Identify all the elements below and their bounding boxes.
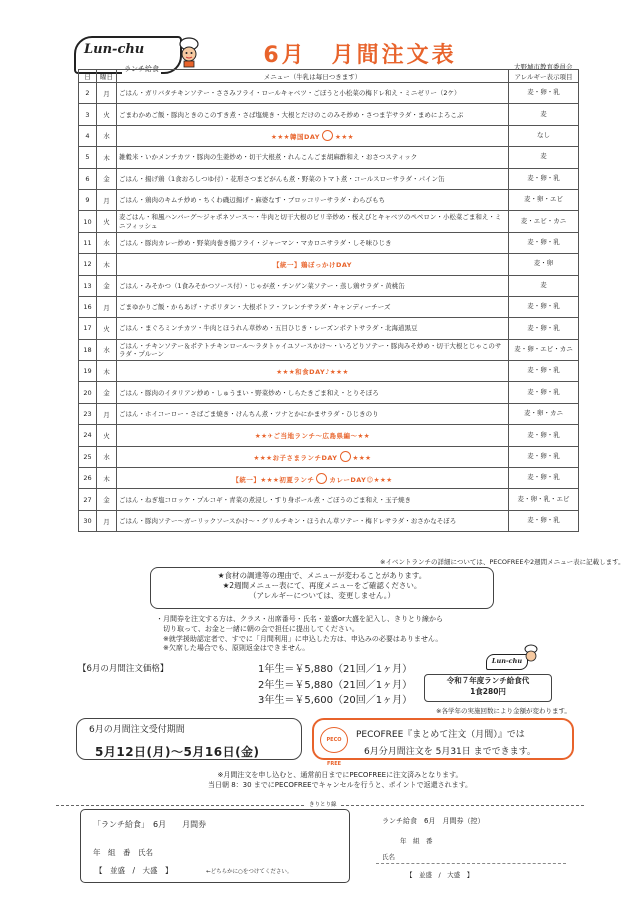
row-allergy: 麦・卵・乳 (509, 83, 579, 104)
row-menu: 雑穀米・いかメンチカツ・豚肉の生姜炒め・切干大根煮・れんこんごま胡麻酢和え・おさつスティック (117, 147, 509, 168)
row-day: 27 (79, 489, 97, 510)
row-menu: ごまわかめご飯・豚肉ときのこのすき煮・さば塩焼き・大根とだけのこのみそ炒め・さつま芋サラダ・まめによろこぶ (117, 104, 509, 125)
period-dates: 5月12日(月)〜5月16日(金) (95, 745, 260, 759)
row-weekday: 火 (97, 318, 117, 339)
row-weekday: 水 (97, 446, 117, 467)
notice-line: ★食材の調達等の理由で、メニューが変わることがあります。 (217, 571, 427, 580)
instruction-line: ※就学援助認定者で、すでに「月間利用」に申込した方は、申込みの必要はありません。 (156, 634, 443, 643)
row-weekday: 木 (97, 468, 117, 489)
instruction-line: 切り取って、お金と一緒に朝の会で担任に提出してください。 (156, 624, 359, 633)
issuer-label: 大野城市教育委員会 (514, 63, 573, 71)
row-day: 4 (79, 125, 97, 146)
row-day: 18 (79, 339, 97, 360)
event-day-banner (117, 254, 509, 275)
menu-row (79, 296, 579, 317)
row-menu: ごはん・ホイコーロー・さばごま焼き・けんちん煮・ツナとかにかまサラダ・ひじきのり (117, 403, 509, 424)
menu-row (79, 510, 579, 531)
row-weekday: 木 (97, 147, 117, 168)
row-allergy: 麦・卵・乳 (509, 296, 579, 317)
header-allergy: アレルギー表示項目 (509, 70, 579, 83)
ticket-student-fields[interactable]: 年 組 番 氏名 (93, 848, 153, 857)
smiley-icon (316, 473, 327, 484)
row-menu: 麦ごはん・和風ハンバーグ〜ジャポネソース〜・牛肉と切干大根のピリ辛炒め・桜えびとキャベツのペペロン・小松菜ごま和え・ミニフィッシュ (117, 211, 509, 232)
row-allergy: 麦・卵・乳 (509, 168, 579, 189)
row-weekday: 金 (97, 275, 117, 296)
header-weekday: 曜日 (97, 70, 117, 83)
smiley-icon (322, 130, 333, 141)
grade-prices (258, 662, 412, 709)
monthly-menu-table (78, 69, 579, 532)
row-allergy: 麦 (509, 275, 579, 296)
row-weekday: 火 (97, 425, 117, 446)
row-weekday: 月 (97, 83, 117, 104)
menu-row (79, 275, 579, 296)
event-title: 【統一】★★★初夏ランチ (232, 475, 315, 484)
row-day: 26 (79, 468, 97, 489)
row-day: 24 (79, 425, 97, 446)
table-header-row (79, 70, 579, 83)
event-title: 【統一】鶏ぼっかけDAY (272, 260, 352, 269)
row-day: 20 (79, 382, 97, 403)
chef-mascot-icon (176, 36, 202, 68)
row-allergy: 麦・卵・エビ (509, 189, 579, 210)
row-menu: ごはん・豚肉カレー炒め・野菜肉巻き揚フライ・ジャーマン・マカロニサラダ・しそ味ひじき (117, 232, 509, 253)
ticket-stub (376, 809, 576, 883)
row-day: 10 (79, 211, 97, 232)
small-logo-text: Lun-chu (486, 654, 528, 670)
event-day-banner (117, 446, 509, 467)
page-title: 6月 月間注文表 (263, 43, 457, 68)
period-label: 6月の月間注文受付期間 (89, 725, 185, 735)
row-weekday: 金 (97, 168, 117, 189)
stub-name-line (376, 863, 566, 864)
event-title: ★★★お子さまランチDAY (253, 454, 338, 463)
row-weekday: 月 (97, 510, 117, 531)
unit-price-note: ※各学年の実施回数により金額が変わります。 (436, 707, 571, 715)
row-weekday: 水 (97, 339, 117, 360)
row-day: 25 (79, 446, 97, 467)
pecofree-line-1: PECOFREE『まとめて注文（月間）』では (356, 730, 525, 740)
pecofree-box (312, 718, 574, 767)
row-allergy: なし (509, 125, 579, 146)
row-allergy: 麦・卵・乳 (509, 468, 579, 489)
footer-note (160, 770, 520, 790)
row-day: 11 (79, 232, 97, 253)
row-weekday: 月 (97, 296, 117, 317)
row-weekday: 水 (97, 232, 117, 253)
row-day: 3 (79, 104, 97, 125)
unit-price-box (424, 674, 552, 702)
menu-row (79, 468, 579, 489)
footer-line: ※月間注文を申し込むと、通常前日までにPECOFREEに注文済みとなります。 (217, 771, 463, 779)
row-allergy: 麦・卵・乳 (509, 425, 579, 446)
order-period-box (76, 718, 302, 760)
row-weekday: 月 (97, 189, 117, 210)
row-allergy: 麦・卵・乳 (509, 510, 579, 531)
row-allergy: 麦・卵・乳 (509, 382, 579, 403)
cut-line-label: きりとり線 (306, 800, 340, 808)
row-weekday: 月 (97, 403, 117, 424)
stub-size-choice[interactable]: 【 並盛 / 大盛 】 (406, 871, 474, 879)
instruction-line: ・月間券を注文する方は、クラス・出席番号・氏名・並盛or大盛を記入し、きりとり線から (156, 615, 443, 623)
event-day-banner (117, 468, 509, 489)
row-day: 6 (79, 168, 97, 189)
row-weekday: 水 (97, 125, 117, 146)
pecofree-badge-icon: PECO FREE (320, 727, 348, 753)
row-day: 13 (79, 275, 97, 296)
row-menu: ごはん・鶏肉のキムチ炒め・ちくわ磯辺揚げ・麻婆なす・ブロッコリーサラダ・わらびもち (117, 189, 509, 210)
row-menu: ごはん・チキンソテー＆ポテトチキンロール〜ラタトゥイユソースかけ〜・いろどりソテー・豚肉みそ炒め・切干大根とじゃこのサラダ・プルーン (117, 339, 509, 360)
menu-row (79, 489, 579, 510)
row-allergy: 麦 (509, 104, 579, 125)
row-weekday: 木 (97, 361, 117, 382)
pecofree-line-2: 6月分月間注文を 5月31日 までできます。 (364, 747, 536, 757)
row-day: 12 (79, 254, 97, 275)
row-menu: ごまゆかりご飯・からあげ・ナポリタン・大根ポトフ・フレンチサラダ・キャンディーチーズ (117, 296, 509, 317)
notice-line: ★2週間メニュー表にて、再度メニューをご確認ください。 (222, 581, 422, 591)
price-section-title: 【6月の月間注文価格】 (78, 664, 169, 674)
row-allergy: 麦・卵・乳 (509, 446, 579, 467)
event-title-tail: カレーDAY☺★★★ (329, 475, 393, 484)
stub-title: ランチ給食 6月 月間券（控） (382, 817, 485, 825)
row-menu: ごはん・ねぎ塩コロッケ・プルコギ・青菜の煮浸し・すり身ボール煮・ごぼうのごま和え・玉子焼き (117, 489, 509, 510)
row-day: 17 (79, 318, 97, 339)
row-menu: ごはん・揚げ鶏（1食おろしつゆ付）・花形さつまどがんも煮・野菜のトマト煮・コールスローサラダ・パイン缶 (117, 168, 509, 189)
stub-grade-fields[interactable]: 年 組 番 (400, 837, 433, 845)
ticket-size-choice[interactable]: 【 並盛 / 大盛 】 (95, 866, 173, 875)
footer-line: 当日朝 8：30 までにPECOFREEでキャンセルを行うと、ポイントで返還されます。 (207, 781, 473, 790)
event-day-banner (117, 125, 509, 146)
row-weekday: 火 (97, 211, 117, 232)
menu-row (79, 104, 579, 125)
menu-row (79, 168, 579, 189)
menu-row (79, 232, 579, 253)
event-title: ★★✈ご当地ランチ〜広島県編〜★★ (254, 431, 371, 440)
menu-row (79, 147, 579, 168)
menu-row (79, 425, 579, 446)
row-allergy: 麦・卵・乳・エビ (509, 489, 579, 510)
row-menu: ごはん・ガリバタチキンソテー・ささみフライ・ロールキャベツ・ごぼうと小松菜の梅ドレ和え・ミニゼリー（2ケ） (117, 83, 509, 104)
menu-row (79, 382, 579, 403)
ticket-size-note: ←どちらかに○をつけてください。 (206, 869, 293, 875)
unit-price-title: 令和７年度ランチ給食代 (446, 676, 530, 685)
row-weekday: 金 (97, 382, 117, 403)
row-menu: ごはん・豚肉のイタリアン炒め・しゅうまい・野菜炒め・しらたきごま和え・とりそぼろ (117, 382, 509, 403)
ticket-title: 「ランチ給食」 6月 月間券 (93, 820, 207, 829)
row-day: 30 (79, 510, 97, 531)
menu-row (79, 254, 579, 275)
menu-row (79, 446, 579, 467)
row-weekday: 金 (97, 489, 117, 510)
header-day: 日 (79, 70, 97, 83)
event-day-banner (117, 361, 509, 382)
stub-name-field[interactable]: 氏名 (382, 853, 395, 861)
row-weekday: 火 (97, 104, 117, 125)
row-day: 19 (79, 361, 97, 382)
row-allergy: 麦・エビ・カニ (509, 211, 579, 232)
row-menu: ごはん・豚肉ソテー〜ガーリックソースかけ〜・グリルチキン・ほうれん草ソテー・梅ドレサラダ・おさかなそぼろ (117, 510, 509, 531)
menu-row (79, 403, 579, 424)
header-menu: メニュー（牛乳は毎日つきます） (117, 70, 509, 83)
logo-subtitle: ランチ給食 (124, 65, 159, 73)
menu-row (79, 189, 579, 210)
row-day: 2 (79, 83, 97, 104)
menu-row (79, 361, 579, 382)
menu-row (79, 125, 579, 146)
row-allergy: 麦・卵・カニ (509, 403, 579, 424)
row-allergy: 麦・卵 (509, 254, 579, 275)
event-note: ※イベントランチの詳細については、PECOFREEや2週間メニュー表に記載します。 (380, 558, 625, 566)
instruction-line: ※欠席した場合でも、原則返金はできません。 (156, 644, 310, 653)
price-grade-3: 3年生＝￥5,600（20回／1ヶ月） (258, 695, 413, 706)
row-allergy: 麦・卵・乳 (509, 361, 579, 382)
price-grade-1: 1年生＝￥5,880（21回／1ヶ月） (258, 664, 413, 675)
menu-row (79, 318, 579, 339)
row-menu: ごはん・まぐろミンチカツ・牛肉とほうれん草炒め・五目ひじき・レーズンポテトサラダ・北海道黒豆 (117, 318, 509, 339)
row-day: 16 (79, 296, 97, 317)
row-day: 23 (79, 403, 97, 424)
notice-line: （アレルギーについては、変更しません。） (248, 591, 396, 601)
row-allergy: 麦・卵・乳 (509, 318, 579, 339)
menu-row (79, 211, 579, 232)
row-allergy: 麦 (509, 147, 579, 168)
row-allergy: 麦・卵・エビ・カニ (509, 339, 579, 360)
notice-box (150, 567, 494, 609)
event-day-banner (117, 425, 509, 446)
monthly-ticket[interactable] (80, 809, 350, 883)
row-day: 9 (79, 189, 97, 210)
row-menu: ごはん・みそかつ（1食みそかつソース付）・じゃが煮・チンゲン菜ソテー・蒸し鶏サラダ・黄桃缶 (117, 275, 509, 296)
menu-row (79, 339, 579, 360)
row-day: 5 (79, 147, 97, 168)
row-allergy: 麦・卵・乳 (509, 232, 579, 253)
event-title: ★★★韓国DAY (271, 133, 320, 142)
row-weekday: 木 (97, 254, 117, 275)
event-title-tail: ★★★ (335, 133, 354, 142)
menu-row (79, 83, 579, 104)
logo-text: Lun-chu (84, 42, 145, 57)
event-title-tail: ★★★ (352, 454, 372, 463)
price-grade-2: 2年生＝￥5,880（21回／1ヶ月） (258, 679, 413, 691)
event-title: ★★★和食DAY♪★★★ (276, 367, 349, 376)
smiley-icon (340, 451, 351, 462)
unit-price-value: 1食280円 (470, 686, 506, 696)
